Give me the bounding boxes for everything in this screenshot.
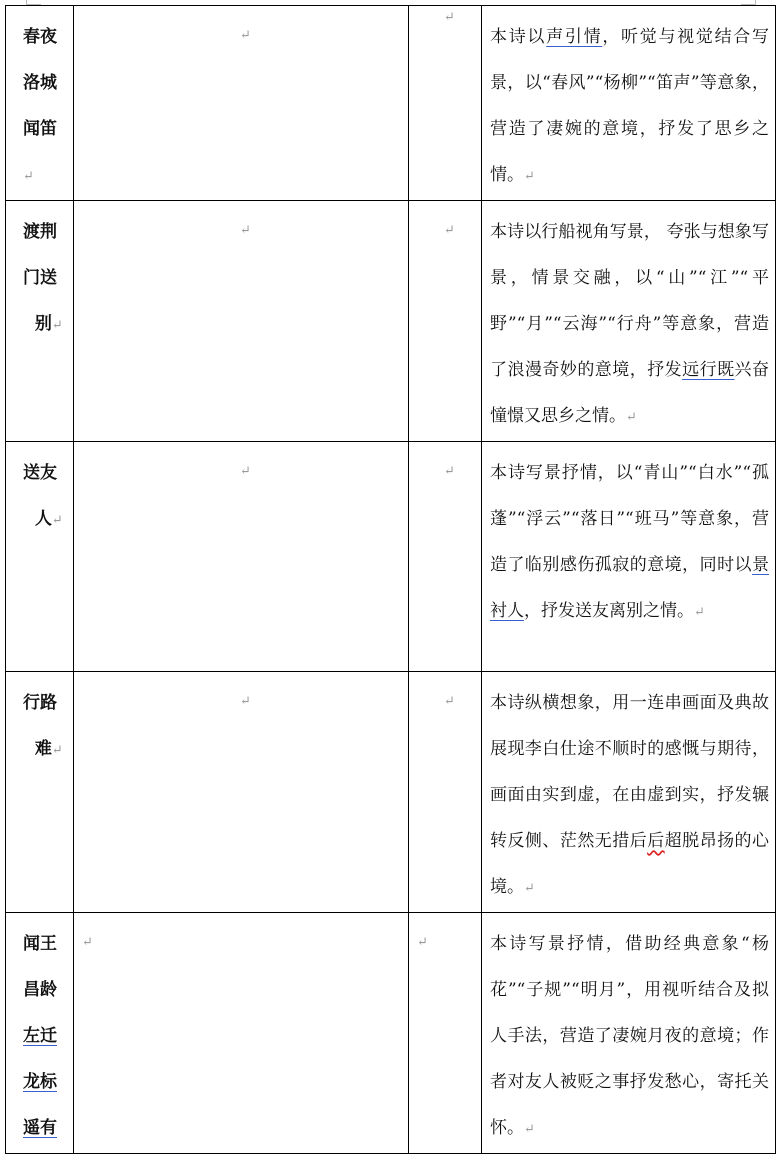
paragraph-return-mark: ↵: [626, 410, 637, 425]
paragraph-return-mark: ↵: [524, 1122, 535, 1137]
underlined-phrase: 景衬人: [490, 555, 769, 621]
paragraph-return-mark: ↵: [524, 169, 535, 184]
poem-title-cell[interactable]: [6, 913, 74, 1154]
paragraph-return-mark: ↵: [694, 605, 705, 620]
paragraph-return-mark: ↵: [444, 464, 455, 479]
paragraph-return-mark: ↵: [51, 513, 63, 528]
poem-title: 送友 人↵: [23, 463, 63, 529]
blank-cell[interactable]: [409, 201, 482, 442]
table-row: [6, 6, 776, 201]
poem-title: 渡荆 门送 别↵: [23, 222, 63, 334]
paragraph-return-mark: ↵: [240, 223, 251, 238]
blank-cell[interactable]: [409, 442, 482, 672]
poem-description: 本诗写景抒情，借助经典意象“杨花”“子规”“明月”，用视听结合及拟人手法，营造了凄婉月夜的意境；作者对友人被贬之事抒发愁心，寄托关怀。↵: [490, 934, 769, 1138]
paragraph-return-mark: ↵: [444, 694, 455, 709]
spellcheck-flagged-char: 后: [647, 831, 665, 851]
blank-cell[interactable]: [74, 672, 409, 913]
poem-description: 本诗纵横想象，用一连串画面及典故展现李白仕途不顺时的感慨与期待，画面由实到虚，在由虚到实，抒发辗转反侧、茫然无措后后超脱昂扬的心境。↵: [490, 693, 770, 897]
table-row: [6, 913, 776, 1154]
paragraph-return-mark: ↵: [51, 743, 63, 758]
poem-title: 闻王 昌龄 左迁 龙标 遥有: [23, 934, 57, 1138]
poem-description-cell[interactable]: [482, 913, 776, 1154]
paragraph-return-mark: ↵: [444, 223, 455, 238]
blank-cell[interactable]: [409, 672, 482, 913]
poem-title: 春夜 洛城 闻笛↵: [23, 27, 57, 184]
poem-description: 本诗以行船视角写景， 夸张与想象写景，情景交融，以“山”“江”“平野”“月”“云海”“行舟”等意象，营造了浪漫奇妙的意境，抒发远行既兴奋憧憬又思乡之情。↵: [490, 222, 770, 426]
blank-cell[interactable]: [409, 913, 482, 1154]
poem-description-cell[interactable]: [482, 6, 776, 201]
poem-description-cell[interactable]: [482, 442, 776, 672]
poem-description-cell[interactable]: [482, 672, 776, 913]
blank-cell[interactable]: [74, 6, 409, 201]
paragraph-return-mark: ↵: [240, 694, 251, 709]
poem-title-cell[interactable]: [6, 201, 74, 442]
table-row: [6, 672, 776, 913]
paragraph-return-mark: ↵: [240, 28, 251, 43]
paragraph-return-mark: ↵: [82, 935, 93, 950]
paragraph-return-mark: ↵: [240, 464, 251, 479]
blank-cell[interactable]: [74, 913, 409, 1154]
paragraph-return-mark: ↵: [417, 935, 428, 950]
poem-title-cell[interactable]: [6, 672, 74, 913]
blank-cell[interactable]: [74, 442, 409, 672]
poem-description-cell[interactable]: [482, 201, 776, 442]
underlined-phrase: 远行既: [682, 360, 735, 380]
paragraph-return-mark: ↵: [23, 169, 34, 184]
paragraph-return-mark: ↵: [524, 881, 535, 896]
poem-description: 本诗以声引情，听觉与视觉结合写景，以“春风”“杨柳”“笛声”等意象，营造了凄婉的意境，抒发了思乡之情。↵: [490, 27, 770, 185]
blank-cell[interactable]: [409, 6, 482, 201]
table-row: [6, 442, 776, 672]
blank-cell[interactable]: [74, 201, 409, 442]
poem-title-cell[interactable]: [6, 6, 74, 201]
underlined-phrase: 声引情: [546, 27, 603, 47]
poem-analysis-table: [5, 5, 776, 1154]
poem-title-cell[interactable]: [6, 442, 74, 672]
poem-title: 行路 难↵: [23, 693, 63, 759]
paragraph-return-mark: ↵: [51, 318, 63, 333]
paragraph-return-mark: ↵: [444, 10, 455, 25]
poem-description: 本诗写景抒情，以“青山”“白水”“孤蓬”“浮云”“落日”“班马”等意象，营造了临别感伤孤寂的意境，同时以景衬人，抒发送友离别之情。↵: [490, 463, 769, 621]
table-row: [6, 201, 776, 442]
